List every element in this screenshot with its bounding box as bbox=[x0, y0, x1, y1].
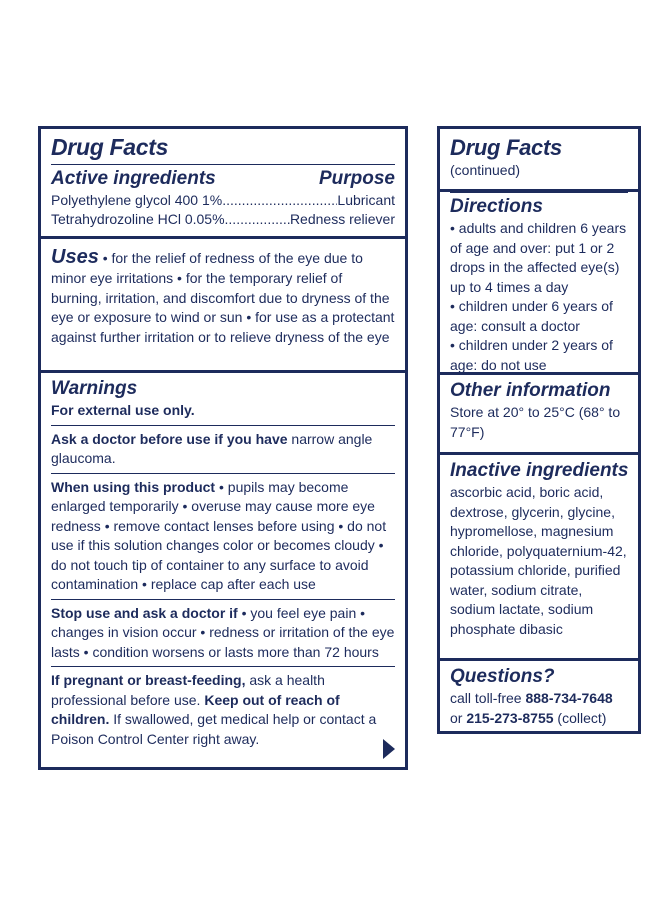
other-information-heading: Other information bbox=[450, 380, 611, 401]
drug-facts-title: Drug Facts bbox=[450, 135, 562, 160]
questions-section bbox=[440, 661, 638, 728]
continued-label: (continued) bbox=[450, 162, 521, 178]
phone-number: 888-734-7648 bbox=[525, 690, 613, 706]
purpose-heading: Purpose bbox=[318, 168, 395, 189]
other-information-text: Store at 20° to 25°C (68° to 77°F) bbox=[450, 404, 621, 440]
uses-text-block bbox=[51, 245, 395, 347]
external-use-text: For external use only. bbox=[51, 402, 195, 418]
uses-text: • for the relief of redness of the eye due to minor eye irritations • for the temporary relief of burning, irritation, and discomfort due to dryness of the eye or exposure to wind or sun • for use as a protectant against further irritation or to relieve dryness of the eye bbox=[51, 250, 395, 345]
ingredient-name: Polyethylene glycol 400 1% bbox=[51, 192, 223, 208]
active-ingredients-heading: Active ingredients bbox=[51, 168, 216, 189]
when-using-text: When using this product • pupils may become enlarged temporarily • overuse may cause more eye redness • remove contact lenses before using • do not use if this solution changes color or becomes cloudy • do not touch tip of container to any surface to avoid contamination • replace cap after each use bbox=[51, 478, 387, 592]
ingredient-row bbox=[51, 191, 395, 210]
inactive-ingredients-section bbox=[440, 455, 638, 661]
drug-facts-title: Drug Facts bbox=[51, 134, 169, 160]
questions-line-2: or 215-273-8755 (collect) bbox=[450, 709, 607, 726]
uses-heading: Uses bbox=[51, 246, 99, 268]
right-triangle-arrow-icon bbox=[383, 739, 395, 759]
warnings-section bbox=[41, 373, 405, 767]
other-information-section bbox=[440, 375, 638, 455]
ingredient-purpose: Lubricant bbox=[337, 192, 395, 208]
drug-facts-panel-right bbox=[437, 126, 641, 734]
questions-heading: Questions? bbox=[450, 666, 555, 687]
drug-facts-panel-left bbox=[38, 126, 408, 770]
continued-header-section bbox=[440, 129, 638, 192]
warnings-heading: Warnings bbox=[51, 378, 138, 399]
active-ingredients-section bbox=[41, 129, 405, 239]
inactive-ingredients-text: ascorbic acid, boric acid, dextrose, glycerin, glycine, hypromellose, magnesium chloride, polyquaternium-42, potassium chloride, purified water, sodium citrate, sodium lactate, sodium phosphate dibasic bbox=[450, 484, 627, 637]
questions-line-1: call toll-free 888-734-7648 bbox=[450, 690, 613, 706]
directions-section bbox=[440, 193, 638, 375]
stop-use-text: Stop use and ask a doctor if • you feel eye pain • changes in vision occur • redness or irritation of the eye lasts • condition worsens or lasts more than 72 hours bbox=[51, 604, 395, 660]
pregnant-text: If pregnant or breast-feeding, ask a health professional before use. Keep out of reach of children. If swallowed, get medical help or contact a Poison Control Center right away. bbox=[51, 672, 377, 747]
direction-item: • adults and children 6 years of age and over: put 1 or 2 drops in the affected eye(s) up to 4 times a day bbox=[450, 220, 627, 295]
directions-heading: Directions bbox=[450, 196, 543, 217]
uses-section bbox=[41, 239, 405, 373]
direction-item: • children under 6 years of age: consult a doctor bbox=[450, 298, 613, 334]
phone-number: 215-273-8755 bbox=[466, 709, 554, 726]
direction-item: • children under 2 years of age: do not use bbox=[450, 337, 613, 373]
ingredient-purpose: Redness reliever bbox=[289, 211, 395, 227]
inactive-ingredients-heading: Inactive ingredients bbox=[450, 460, 629, 481]
ask-doctor-text: Ask a doctor before use if you have narrow angle glaucoma. bbox=[51, 430, 373, 466]
ingredient-name: Tetrahydrozoline HCl 0.05% bbox=[51, 211, 225, 227]
ingredient-row bbox=[51, 210, 395, 229]
